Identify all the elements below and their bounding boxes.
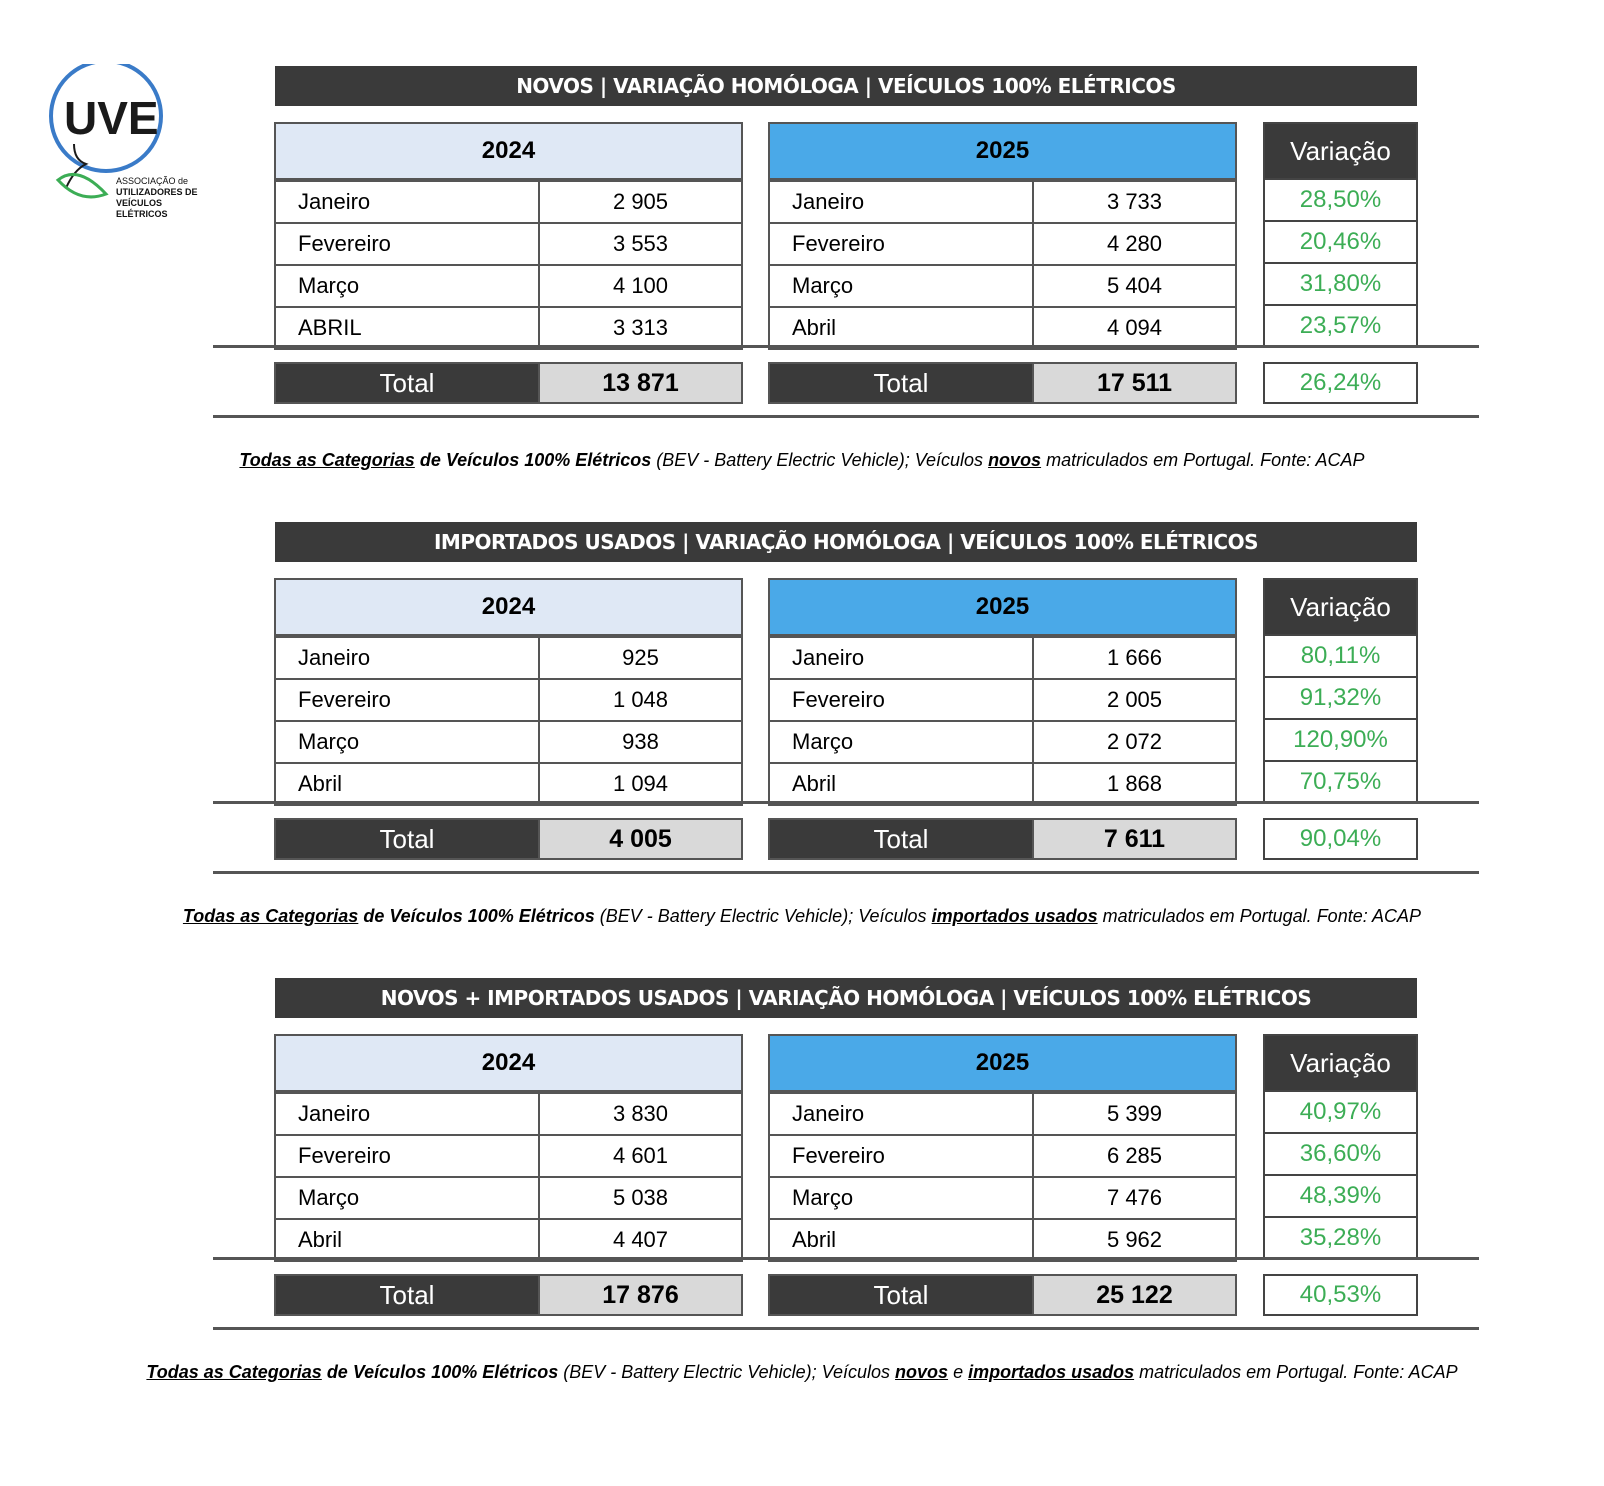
month-value: 4 280 [1106,231,1163,256]
variation-header: Variação [1265,580,1416,634]
table-row [276,720,741,762]
footnote-part: (BEV - Battery Electric Vehicle); Veículos [651,450,989,470]
table-row [276,180,741,222]
variation-table [1263,1034,1418,1260]
logo-line-2: UTILIZADORES DE [116,187,198,197]
divider [213,1257,1479,1260]
table-row [770,762,1235,804]
total-variation: 40,53% [1263,1274,1418,1316]
month-label: Março [276,1178,540,1218]
footnote-part: matriculados em Portugal. Fonte: ACAP [1041,450,1365,470]
year-a-table [274,578,743,806]
month-value: 4 094 [1106,315,1163,340]
month-value: 2 072 [1106,729,1163,754]
month-value: 3 313 [612,315,669,340]
variation-value: 28,50% [1265,178,1416,220]
year-a-table [274,122,743,350]
table-row [770,1092,1235,1134]
variation-value: 70,75% [1265,760,1416,802]
month-label: Março [276,266,540,306]
table-row [276,222,741,264]
total-b [768,1274,1237,1316]
year-a-table [274,1034,743,1262]
month-value: 1 094 [612,771,669,796]
total-label: Total [276,1276,540,1314]
footnote-part: (BEV - Battery Electric Vehicle); Veículos [558,1362,896,1382]
table-row [770,678,1235,720]
footnote-part: Todas as Categorias [182,906,359,926]
month-value: 5 962 [1106,1227,1163,1252]
footnote-part: de Veículos 100% Elétricos [414,450,652,470]
month-value: 4 100 [612,273,669,298]
section-title: NOVOS + IMPORTADOS USADOS | VARIAÇÃO HOMÓLOGA | VEÍCULOS 100% ELÉTRICOS [275,978,1417,1018]
month-label: Fevereiro [276,224,540,264]
table-row [770,222,1235,264]
month-value: 1 666 [1106,645,1163,670]
month-label: Janeiro [276,1094,540,1134]
report-section [0,522,1604,978]
total-value: 17 876 [540,1276,741,1314]
table-row [770,1218,1235,1260]
report-section [0,978,1604,1434]
variation-header: Variação [1265,1036,1416,1090]
month-value: 1 868 [1106,771,1163,796]
month-label: Abril [770,308,1034,348]
total-value: 4 005 [540,820,741,858]
month-label: ABRIL [276,308,540,348]
table-row [770,1134,1235,1176]
month-label: Março [770,722,1034,762]
table-row [770,720,1235,762]
footnote-part: matriculados em Portugal. Fonte: ACAP [1134,1362,1458,1382]
table-row [770,1176,1235,1218]
table-row [770,264,1235,306]
total-value: 25 122 [1034,1276,1235,1314]
footnote [0,906,1604,927]
year-b-header: 2025 [770,124,1235,180]
table-row [770,636,1235,678]
month-value: 3 733 [1106,189,1163,214]
footnote-part: de Veículos 100% Elétricos [358,906,595,926]
divider [213,415,1479,418]
year-b-header: 2025 [770,1036,1235,1092]
divider [213,345,1479,348]
year-b-table [768,578,1237,806]
logo-line-3: VEÍCULOS ELÉTRICOS [116,198,168,219]
year-a-header: 2024 [276,124,741,180]
footnote-part: matriculados em Portugal. Fonte: ACAP [1097,906,1422,926]
month-value: 6 285 [1106,1143,1163,1168]
month-value: 3 830 [612,1101,669,1126]
total-label: Total [770,820,1034,858]
total-b [768,362,1237,404]
table-row [276,264,741,306]
table-row [276,1218,741,1260]
variation-value: 20,46% [1265,220,1416,262]
month-value: 1 048 [612,687,669,712]
year-a-header: 2024 [276,1036,741,1092]
variation-value: 40,97% [1265,1090,1416,1132]
total-label: Total [770,1276,1034,1314]
report-section [0,66,1604,522]
month-value: 2 905 [612,189,669,214]
table-row [276,306,741,348]
section-title: IMPORTADOS USADOS | VARIAÇÃO HOMÓLOGA | VEÍCULOS 100% ELÉTRICOS [275,522,1417,562]
footnote-part: Todas as Categorias [239,450,415,470]
divider [213,801,1479,804]
month-value: 938 [622,729,659,754]
total-label: Total [276,820,540,858]
variation-value: 36,60% [1265,1132,1416,1174]
year-b-table [768,1034,1237,1262]
month-value: 4 601 [612,1143,669,1168]
variation-value: 35,28% [1265,1216,1416,1258]
month-label: Abril [276,1220,540,1260]
footnote-part: novos [988,450,1042,470]
footnote-part: importados usados [931,906,1098,926]
table-row [276,636,741,678]
table-row [276,1092,741,1134]
footnote [0,1362,1604,1383]
month-label: Março [276,722,540,762]
variation-table [1263,578,1418,804]
variation-value: 91,32% [1265,676,1416,718]
month-value: 3 553 [612,231,669,256]
month-label: Abril [770,764,1034,804]
variation-header: Variação [1265,124,1416,178]
total-a [274,362,743,404]
table-row [276,1176,741,1218]
month-label: Fevereiro [276,680,540,720]
table-row [770,180,1235,222]
variation-value: 31,80% [1265,262,1416,304]
month-label: Abril [770,1220,1034,1260]
variation-value: 48,39% [1265,1174,1416,1216]
variation-value: 23,57% [1265,304,1416,346]
footnote-part: importados usados [968,1362,1135,1382]
month-label: Janeiro [276,182,540,222]
table-row [276,762,741,804]
footnote-part: de Veículos 100% Elétricos [321,1362,559,1382]
total-value: 7 611 [1034,820,1235,858]
table-row [276,678,741,720]
total-b [768,818,1237,860]
year-b-table [768,122,1237,350]
month-value: 2 005 [1106,687,1163,712]
total-value: 17 511 [1034,364,1235,402]
total-variation: 90,04% [1263,818,1418,860]
section-title: NOVOS | VARIAÇÃO HOMÓLOGA | VEÍCULOS 100% ELÉTRICOS [275,66,1417,106]
month-label: Janeiro [770,182,1034,222]
year-a-header: 2024 [276,580,741,636]
total-label: Total [770,364,1034,402]
month-value: 5 399 [1106,1101,1163,1126]
footnote-part: Todas as Categorias [146,1362,322,1382]
month-label: Fevereiro [770,1136,1034,1176]
table-row [276,1134,741,1176]
total-a [274,818,743,860]
variation-value: 120,90% [1265,718,1416,760]
footnote-part: novos [895,1362,949,1382]
total-variation: 26,24% [1263,362,1418,404]
month-label: Março [770,1178,1034,1218]
divider [213,871,1479,874]
year-b-header: 2025 [770,580,1235,636]
logo-line-1: ASSOCIAÇÃO de [116,176,189,186]
footnote-part: (BEV - Battery Electric Vehicle); Veículos [594,906,932,926]
footnote [0,450,1604,471]
variation-value: 80,11% [1265,634,1416,676]
month-label: Fevereiro [276,1136,540,1176]
total-value: 13 871 [540,364,741,402]
month-label: Janeiro [276,638,540,678]
month-value: 4 407 [612,1227,669,1252]
total-label: Total [276,364,540,402]
variation-table [1263,122,1418,348]
month-label: Janeiro [770,638,1034,678]
month-label: Abril [276,764,540,804]
total-a [274,1274,743,1316]
month-value: 7 476 [1106,1185,1163,1210]
month-value: 925 [622,645,659,670]
divider [213,1327,1479,1330]
month-label: Março [770,266,1034,306]
table-row [770,306,1235,348]
month-label: Fevereiro [770,224,1034,264]
logo-mark: UVE [64,92,159,144]
month-value: 5 038 [612,1185,669,1210]
month-label: Janeiro [770,1094,1034,1134]
month-value: 5 404 [1106,273,1163,298]
footnote-part: e [948,1362,969,1382]
month-label: Fevereiro [770,680,1034,720]
